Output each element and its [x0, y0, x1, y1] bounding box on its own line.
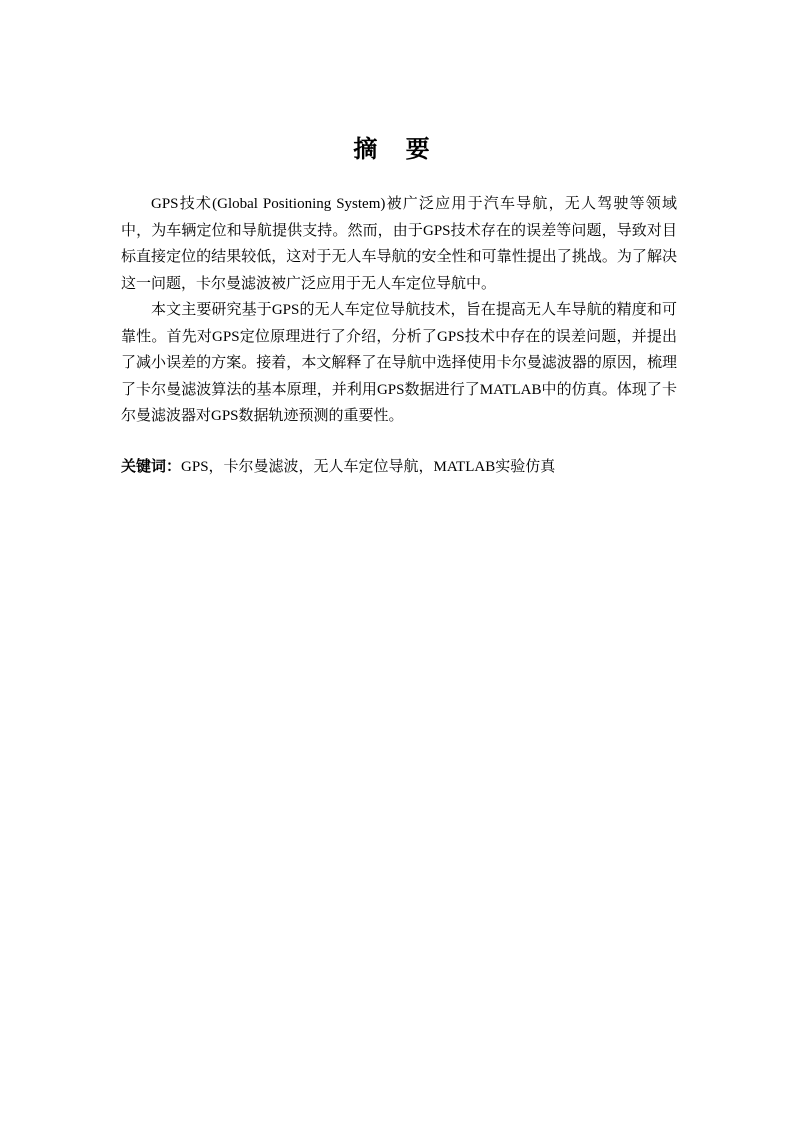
abstract-paragraph-1: GPS技术(Global Positioning System)被广泛应用于汽车导航，无人驾驶等领域中，为车辆定位和导航提供支持。然而，由于GPS技术存在的误差等问题，导致对目标直接定位的结果较低，这对于无人车导航的安全性和可靠性提出了挑战。为了解决这一问题，卡尔曼滤波被广泛应用于无人车定位导航中。 — [121, 196, 677, 292]
keywords-text: GPS，卡尔曼滤波，无人车定位导航，MATLAB实验仿真 — [181, 459, 556, 475]
abstract-paragraph-2: 本文主要研究基于GPS的无人车定位导航技术，旨在提高无人车导航的精度和可靠性。首先对GPS定位原理进行了介绍，分析了GPS技术中存在的误差问题，并提出了减小误差的方案。接着，本文解释了在导航中选择使用卡尔曼滤波器的原因，梳理了卡尔曼滤波算法的基本原理，并利用GPS数据进行了MATLAB中的仿真。体现了卡尔曼滤波器对GPS数据轨迹预测的重要性。 — [121, 302, 677, 424]
abstract-body — [121, 191, 677, 430]
abstract-title: 摘 要 — [353, 135, 440, 163]
keywords-line — [121, 453, 677, 480]
keywords-label: 关键词： — [121, 457, 182, 475]
